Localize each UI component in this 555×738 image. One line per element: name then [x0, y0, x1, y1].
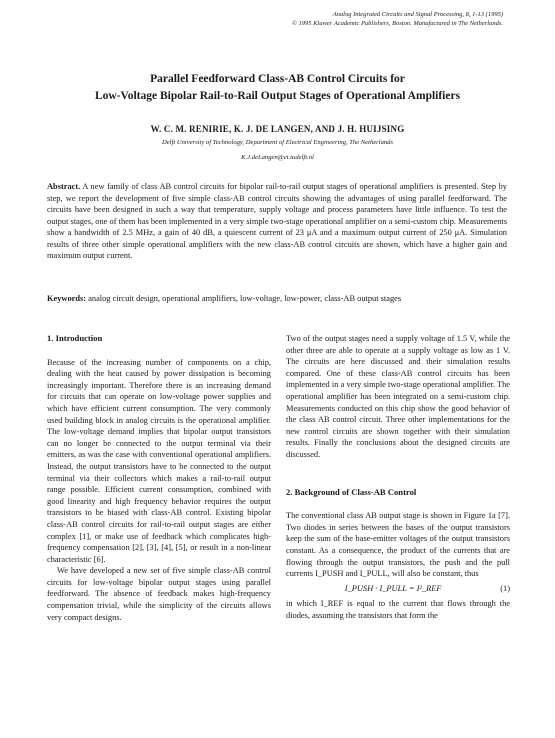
left-column — [47, 333, 271, 623]
paper-title-line-1: Parallel Feedforward Class-AB Control Circuits for — [150, 73, 405, 85]
equation-number: (1) — [500, 583, 510, 593]
journal-header: Analog Integrated Circuits and Signal Processing, 8, 1-13 (1995) — [332, 11, 503, 18]
keywords-label: Keywords: — [47, 294, 87, 303]
section-heading-background: 2. Background of Class-AB Control — [286, 486, 417, 497]
paper-title-line-2: Low-Voltage Bipolar Rail-to-Rail Output Stages of Operational Amplifiers — [94, 90, 461, 102]
abstract-text: A new family of class AB control circuits for bipolar rail-to-rail output stages of operational amplifiers is presented. Step by step, we report the development of five simple class-AB control circuits showing the advantages of using parallel feedforward. The circuits have been designed in such a way that temperature, supply voltage and process parameters have little influence. To test the output stages, one of them has been implemented in a very simple two-stage operational amplifier on a semi-custom chip. Measurements show a bandwidth of 2.5 MHz, a gain of 40 dB, a quiescent current of 23 μA and a maximum output current of 250 μA. Simulation results of three other simple operational amplifiers with the new class-AB control circuits are shown, which have a higher gain and maximum output current. — [47, 182, 507, 260]
abstract — [47, 181, 507, 262]
contact-email: K.J.deLangen@et.tudelft.nl — [241, 154, 314, 161]
background-paragraph-1: The conventional class AB output stage is shown in Figure 1a [7]. Two diodes in series between the bases of the output transistors keep the sum of the base-emitter voltages of the output transistors constant. As a consequence, the product of the currents that are flowing through the output transistors, the push and the pull currents I_PUSH and I_PULL, will also be constant, thus — [286, 511, 510, 579]
intro-paragraph-2: We have developed a new set of five simple class-AB control circuits for low-voltage bipolar output stages using parallel feedforward. The absence of feedback makes high-frequency compensation trivial, while the simplicity of the circuits allows very compact designs. — [47, 566, 271, 622]
background-paragraph-2: in which I_REF is equal to the current that flows through the diodes, assuming the transistors that form the — [286, 599, 510, 620]
section-heading-introduction: 1. Introduction — [47, 333, 103, 343]
authors: W. C. M. RENIRIE, K. J. DE LANGEN, AND J. H. HUIJSING — [150, 124, 405, 134]
abstract-label: Abstract. — [47, 182, 81, 191]
equation-1 — [286, 583, 510, 595]
keywords-text: analog circuit design, operational amplifiers, low-voltage, low-power, class-AB output stages — [88, 294, 402, 303]
keywords — [47, 293, 507, 305]
right-column — [286, 333, 510, 621]
intro-paragraph-1: Because of the increasing number of components on a chip, dealing with the heat caused by power dissipation is becoming increasingly important. Therefore there is an increasing demand for circuits that can operate on low-voltage power supplies and which have efficient current consumption. The very commonly used building block in analog circuits is the operational amplifier. The low-voltage demand implies that bipolar output transistors can no longer be connected to the output terminal via their emitters, as was the case with conventional operational amplifiers. Instead, the output transistors have to be connected to the output terminal via their collectors which makes a rail-to-rail output range possible. Efficient current consumption, combined with good linearity and high frequency behavior requires the output transistors to be biased with class-AB control. Existing bipolar class-AB control circuits for rail-to-rail output stages are either complex [1], or make use of feedback which complicates high-frequency compensation [2], [3], [4], [5], or result in a non-linear characteristic [6]. — [47, 357, 271, 564]
copyright-line: © 1995 Kluwer Academic Publishers, Boston. Manufactured in The Netherlands. — [291, 20, 503, 27]
equation-body: I_PUSH · I_PULL = I²_REF — [344, 583, 442, 593]
intro-paragraph-3: Two of the output stages need a supply voltage of 1.5 V, while the other three are able to operate at a supply voltage as low as 1 V. The circuits are here discussed and their simulation results compared. One of these class-AB control circuits has been implemented in a very simple two-stage operational amplifier. The operational amplifier has been integrated on a semi-custom chip. Measurements conducted on this chip show the good behavior of the class AB control circuit. Three other implementations for the new control circuits are shown together with their simulation results. Finally the conclusions about the designed circuits are discussed. — [286, 334, 510, 459]
affiliation: Delft University of Technology, Department of Electrical Engineering, The Netherlands — [161, 139, 394, 146]
